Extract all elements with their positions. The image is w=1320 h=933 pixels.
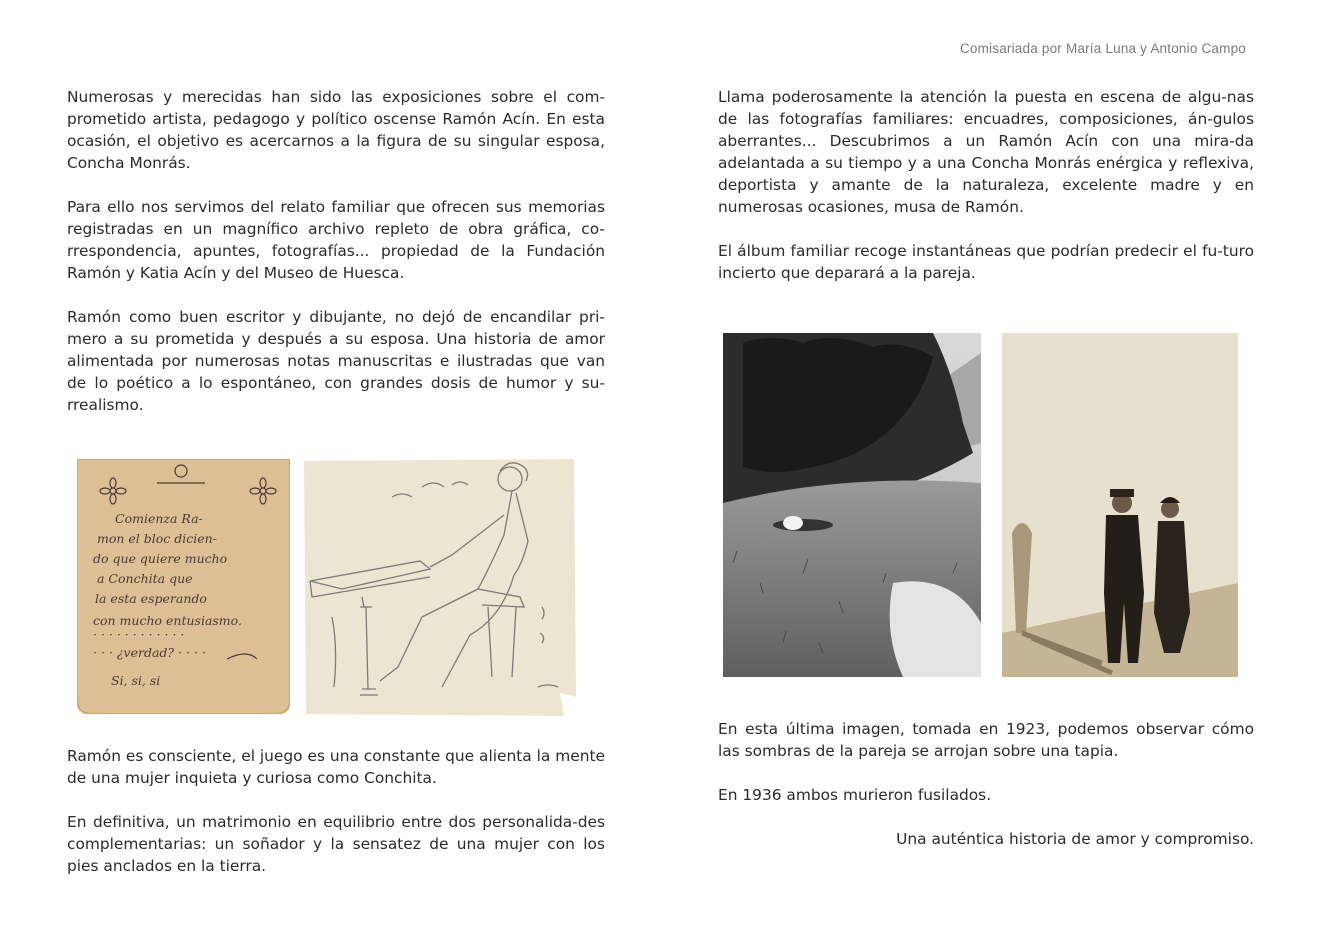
handwriting-line: · · · · · · · · · · · · [93,627,185,642]
handwriting-line: do que quiere mucho [93,551,228,566]
right-intro-text [718,86,1254,284]
paragraph: En 1936 ambos murieron fusilados. [718,786,992,804]
closing-line: Una auténtica historia de amor y compromiso. [896,830,1254,848]
paragraph: El álbum familiar recoge instantáneas que podrían predecir el fu-turo incierto que deparará a la pareja. [718,242,1254,282]
handwriting-line: · · · ¿verdad? · · · · [93,645,206,660]
curator-credit: Comisariada por María Luna y Antonio Campo [959,41,1246,56]
paragraph: Ramón es consciente, el juego es una constante que alienta la mente de una mujer inquieta y curiosa como Conchita. [67,747,605,787]
handwritten-note-image [77,459,290,714]
paragraph: Ramón como buen escritor y dibujante, no dejó de encandilar pri-mero a su prometida y después a su esposa. Una historia de amor alimentada por numerosas notas manuscritas e ilustradas que van de lo poético a lo espontáneo, con grandes dosis de humor y su-rrealismo. [67,308,605,414]
pianist-sketch-image [302,457,576,716]
paragraph: Llama poderosamente la atención la puesta en escena de algu-nas de las fotografías familiares: encuadres, composiciones, án-gulos aberrantes... Descubrimos a un Ramón Acín con una mira-da adelantada a su tiempo y a una Concha Monrás enérgica y reflexiva, deportista y amante de la naturaleza, excelente madre y en numerosas ocasiones, musa de Ramón. [718,88,1254,216]
couple-photo [1002,333,1238,677]
paragraph: Para ello nos servimos del relato familiar que ofrecen sus memorias registradas en un magnífico archivo repleto de obra gráfica, co-rrespondencia, apuntes, fotografías... propiedad de la Fundación Ramón y Katia Acín y del Museo de Huesca. [67,198,605,282]
handwriting-line: Comienza Ra- [115,511,203,526]
paragraph: Numerosas y merecidas han sido las exposiciones sobre el com-prometido artista, pedagogo y político oscense Ramón Acín. En esta ocasión, el objetivo es acercarnos a la figura de su singular esposa, Concha Monrás. [67,88,605,172]
handwriting-line: mon el bloc dicien- [97,531,217,546]
left-closing-text [67,745,605,877]
handwriting-line: a Conchita que [97,571,193,586]
meadow-photo [723,333,981,677]
paragraph: En esta última imagen, tomada en 1923, podemos observar cómo las sombras de la pareja se arrojan sobre una tapia. [718,720,1254,760]
right-closing-text [718,718,1254,850]
paragraph: En definitiva, un matrimonio en equilibrio entre dos personalida-des complementarias: un soñador y la sensatez de una mujer con los pies anclados en la tierra. [67,813,605,875]
handwriting-line: Si, si, si [111,673,161,688]
handwriting-line: la esta esperando [95,591,207,606]
handwriting-line: con mucho entusiasmo. [93,613,242,628]
left-intro-text [67,86,605,416]
